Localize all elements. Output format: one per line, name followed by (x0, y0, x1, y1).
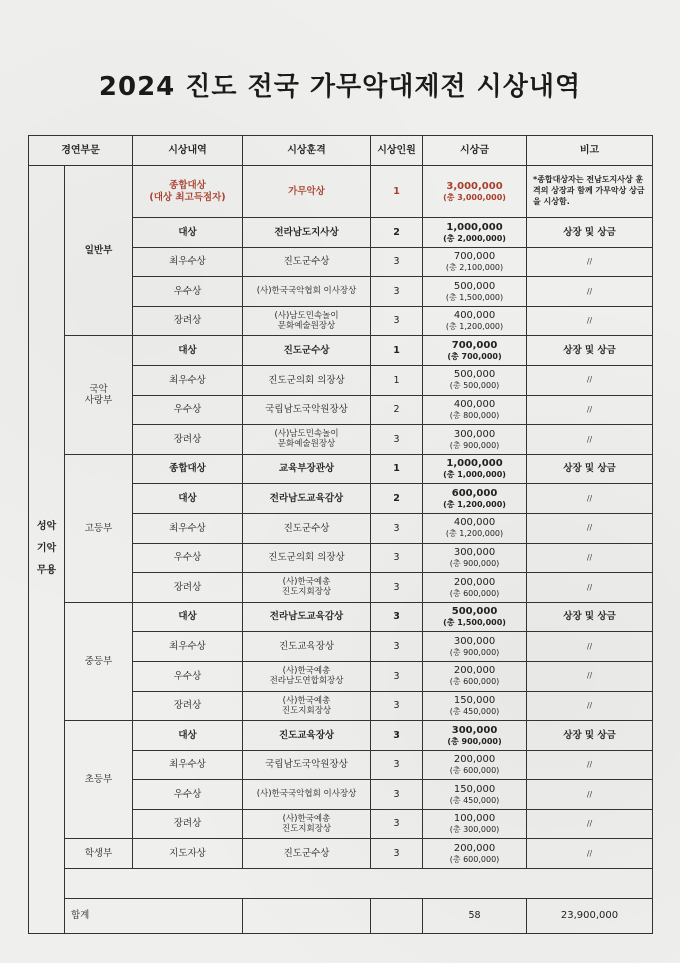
award-cell: 최우수상 (133, 365, 243, 395)
award-cell: 우수상 (133, 543, 243, 573)
honor-cell: 전라남도교육감상 (243, 484, 371, 514)
note-cell: // (527, 691, 653, 721)
prize-cell: 300,000 (총 900,000) (423, 632, 527, 662)
note-cell: // (527, 839, 653, 869)
award-cell: 장려상 (133, 691, 243, 721)
prize-cell: 300,000 (총 900,000) (423, 425, 527, 455)
count-cell: 3 (371, 602, 423, 632)
note-cell: // (527, 306, 653, 336)
total-empty (243, 898, 371, 933)
table-row (29, 839, 653, 869)
award-cell: 대상 (133, 336, 243, 366)
note-cell: // (527, 277, 653, 307)
prize-cell: 700,000 (총 2,100,000) (423, 247, 527, 277)
count-cell: 1 (371, 454, 423, 484)
honor-cell: 진도교육장상 (243, 721, 371, 751)
note-cell: // (527, 661, 653, 691)
count-cell: 3 (371, 573, 423, 603)
table-row (29, 454, 653, 484)
count-cell: 1 (371, 166, 423, 218)
honor-cell: (사)한국예총 진도지회장상 (243, 573, 371, 603)
count-cell: 3 (371, 277, 423, 307)
honor-cell: (사)한국예총 진도지회장상 (243, 691, 371, 721)
header-category: 경연부문 (29, 136, 133, 166)
count-cell: 1 (371, 336, 423, 366)
note-cell: // (527, 484, 653, 514)
prize-cell: 500,000 (총 500,000) (423, 365, 527, 395)
award-cell: 최우수상 (133, 247, 243, 277)
prize-cell: 200,000 (총 600,000) (423, 750, 527, 780)
header-honor: 시상훈격 (243, 136, 371, 166)
award-cell: 장려상 (133, 573, 243, 603)
prize-cell: 700,000 (총 700,000) (423, 336, 527, 366)
honor-cell: 가무악상 (243, 166, 371, 218)
count-cell: 3 (371, 513, 423, 543)
count-cell: 3 (371, 780, 423, 810)
note-cell: // (527, 543, 653, 573)
note-cell: // (527, 573, 653, 603)
award-cell: 최우수상 (133, 632, 243, 662)
award-cell: 대상 (133, 484, 243, 514)
note-cell: // (527, 809, 653, 839)
award-cell: 대상 (133, 218, 243, 248)
count-cell: 2 (371, 218, 423, 248)
award-cell: 장려상 (133, 809, 243, 839)
honor-cell: 국립남도국악원장상 (243, 750, 371, 780)
prize-cell: 400,000 (총 1,200,000) (423, 306, 527, 336)
count-cell: 1 (371, 365, 423, 395)
honor-cell: 진도군수상 (243, 513, 371, 543)
header-count: 시상인원 (371, 136, 423, 166)
separator-cell (65, 869, 653, 899)
division-gugak: 국악 사랑부 (65, 336, 133, 454)
note-cell: // (527, 780, 653, 810)
prize-cell: 500,000 (총 1,500,000) (423, 277, 527, 307)
honor-cell: 진도군수상 (243, 336, 371, 366)
award-cell: 우수상 (133, 395, 243, 425)
note-cell: // (527, 247, 653, 277)
award-cell: 대상 (133, 602, 243, 632)
count-cell: 3 (371, 425, 423, 455)
division-elementary: 초등부 (65, 721, 133, 839)
prize-cell: 150,000 (총 450,000) (423, 780, 527, 810)
honor-cell: 국립남도국악원장상 (243, 395, 371, 425)
note-cell: 상장 및 상금 (527, 218, 653, 248)
count-cell: 3 (371, 691, 423, 721)
division-student: 학생부 (65, 839, 133, 869)
honor-cell: (사)한국국악협회 이사장상 (243, 277, 371, 307)
honor-cell: (사)한국예총 전라남도연합회장상 (243, 661, 371, 691)
total-row (29, 898, 653, 933)
note-cell: // (527, 750, 653, 780)
award-cell: 최우수상 (133, 750, 243, 780)
award-cell: 지도자상 (133, 839, 243, 869)
count-cell: 3 (371, 306, 423, 336)
honor-cell: 진도교육장상 (243, 632, 371, 662)
count-cell: 3 (371, 632, 423, 662)
award-cell: 종합대상 (대상 최고득점자) (133, 166, 243, 218)
prize-cell: 1,000,000 (총 1,000,000) (423, 454, 527, 484)
table-row (29, 336, 653, 366)
prize-cell: 400,000 (총 1,200,000) (423, 513, 527, 543)
note-cell: // (527, 365, 653, 395)
table-row (29, 166, 653, 218)
count-cell: 2 (371, 484, 423, 514)
total-prize: 23,900,000 (527, 898, 653, 933)
separator-row (29, 869, 653, 899)
note-cell: // (527, 395, 653, 425)
honor-cell: 진도군의회 의장상 (243, 365, 371, 395)
awards-table (28, 135, 653, 934)
prize-cell: 200,000 (총 600,000) (423, 661, 527, 691)
note-cell: 상장 및 상금 (527, 336, 653, 366)
header-prize: 시상금 (423, 136, 527, 166)
honor-cell: 진도군의회 의장상 (243, 543, 371, 573)
award-cell: 우수상 (133, 277, 243, 307)
prize-cell: 300,000 (총 900,000) (423, 721, 527, 751)
count-cell: 3 (371, 661, 423, 691)
total-count: 58 (423, 898, 527, 933)
total-label: 합계 (65, 898, 243, 933)
award-cell: 우수상 (133, 661, 243, 691)
award-cell: 장려상 (133, 425, 243, 455)
table-header-row (29, 136, 653, 166)
honor-cell: (사)한국국악협회 이사장상 (243, 780, 371, 810)
award-cell: 종합대상 (133, 454, 243, 484)
count-cell: 3 (371, 839, 423, 869)
prize-cell: 300,000 (총 900,000) (423, 543, 527, 573)
note-cell: *종합대상자는 전남도지사상 훈격의 상장과 함께 가무악상 상금을 시상함. (527, 166, 653, 218)
count-cell: 2 (371, 395, 423, 425)
award-cell: 장려상 (133, 306, 243, 336)
note-cell: // (527, 425, 653, 455)
honor-cell: (사)한국예총 진도지회장상 (243, 809, 371, 839)
total-empty (371, 898, 423, 933)
prize-cell: 200,000 (총 600,000) (423, 573, 527, 603)
table-row (29, 602, 653, 632)
award-cell: 대상 (133, 721, 243, 751)
honor-cell: 진도군수상 (243, 247, 371, 277)
count-cell: 3 (371, 721, 423, 751)
division-high: 고등부 (65, 454, 133, 602)
prize-cell: 500,000 (총 1,500,000) (423, 602, 527, 632)
note-cell: // (527, 513, 653, 543)
note-cell: // (527, 632, 653, 662)
division-middle: 중등부 (65, 602, 133, 720)
prize-cell: 1,000,000 (총 2,000,000) (423, 218, 527, 248)
division-general: 일반부 (65, 166, 133, 336)
honor-cell: 교육부장관상 (243, 454, 371, 484)
honor-cell: 전라남도지사상 (243, 218, 371, 248)
count-cell: 3 (371, 543, 423, 573)
note-cell: 상장 및 상금 (527, 721, 653, 751)
honor-cell: 전라남도교육감상 (243, 602, 371, 632)
genre-cell: 성악 기악 무용 (29, 166, 65, 934)
note-cell: 상장 및 상금 (527, 454, 653, 484)
honor-cell: (사)남도민속놀이 문화예술원장상 (243, 306, 371, 336)
prize-cell: 200,000 (총 600,000) (423, 839, 527, 869)
honor-cell: (사)남도민속놀이 문화예술원장상 (243, 425, 371, 455)
award-cell: 최우수상 (133, 513, 243, 543)
prize-cell: 600,000 (총 1,200,000) (423, 484, 527, 514)
page-title: 2024 진도 전국 가무악대제전 시상내역 (98, 72, 582, 102)
header-award: 시상내역 (133, 136, 243, 166)
count-cell: 3 (371, 750, 423, 780)
honor-cell: 진도군수상 (243, 839, 371, 869)
award-cell: 우수상 (133, 780, 243, 810)
count-cell: 3 (371, 247, 423, 277)
header-note: 비고 (527, 136, 653, 166)
prize-cell: 150,000 (총 450,000) (423, 691, 527, 721)
prize-cell: 3,000,000 (총 3,000,000) (423, 166, 527, 218)
prize-cell: 400,000 (총 800,000) (423, 395, 527, 425)
table-row (29, 721, 653, 751)
prize-cell: 100,000 (총 300,000) (423, 809, 527, 839)
count-cell: 3 (371, 809, 423, 839)
note-cell: 상장 및 상금 (527, 602, 653, 632)
